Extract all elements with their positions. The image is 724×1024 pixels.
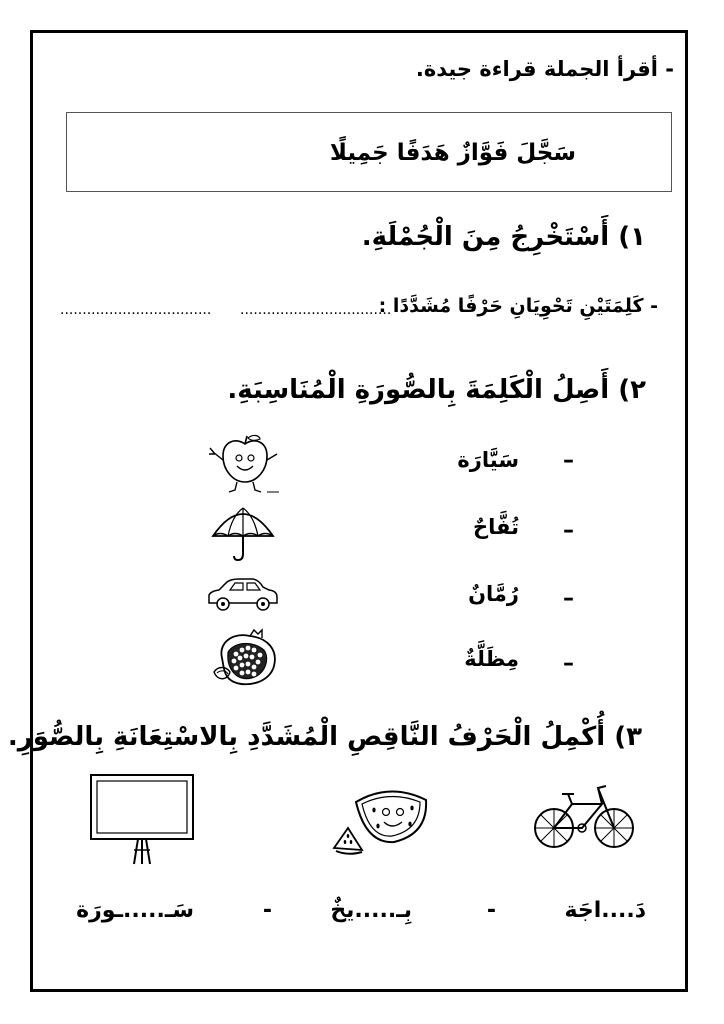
apple-icon[interactable] — [205, 432, 285, 497]
answer-line-2[interactable]: .................................. — [60, 302, 212, 318]
section-2-title: ٢) أَصِلُ الْكَلِمَةَ بِالصُّورَةِ الْمُنَاسِبَةِ. — [227, 375, 646, 405]
watermelon-icon[interactable] — [330, 790, 430, 858]
item-dash: – — [563, 586, 574, 611]
section-1-task: - كَلِمَتَيْنِ تَحْوِيَانِ حَرْفًا مُشَدَّدًا : — [378, 295, 658, 317]
answer-line-1[interactable]: .................................. — [240, 302, 392, 318]
item-dash: – — [563, 518, 574, 543]
blank-whiteboard[interactable]: سَـ.....ـورَة — [76, 898, 194, 923]
word-apple[interactable]: تُفَّاحٌ — [472, 515, 519, 539]
blank-watermelon[interactable]: بِـ.....يخٌ — [330, 898, 412, 923]
blank-bicycle[interactable]: دَ....اجَة — [564, 898, 646, 923]
car-icon[interactable] — [205, 577, 281, 615]
item-dash: – — [563, 651, 574, 676]
word-umbrella[interactable]: مِظَلَّةٌ — [464, 647, 519, 671]
umbrella-icon[interactable] — [210, 502, 276, 564]
word-car[interactable]: سَيَّارَة — [457, 448, 519, 472]
whiteboard-icon[interactable] — [88, 772, 196, 868]
item-dash: – — [563, 448, 574, 473]
pomegranate-icon[interactable] — [208, 628, 288, 690]
intro-instruction: - أقرأ الجملة قراءة جيدة. — [415, 57, 674, 81]
separator: - — [262, 898, 272, 923]
section-1-title: ١) أَسْتَخْرِجُ مِنَ الْجُمْلَةِ. — [361, 222, 646, 252]
section-3-title: ٣) أُكْمِلُ الْحَرْفُ النَّاقِصِ الْمُشَدَّدِ بِالاسْتِعَانَةِ بِالصُّوَرِ. — [7, 722, 642, 752]
word-pomegranate[interactable]: رُمَّانٌ — [468, 582, 519, 606]
separator: - — [486, 898, 496, 923]
reading-sentence: سَجَّلَ فَوَّازٌ هَدَفًا جَمِيلًا — [329, 140, 576, 166]
bicycle-icon[interactable] — [532, 780, 636, 856]
